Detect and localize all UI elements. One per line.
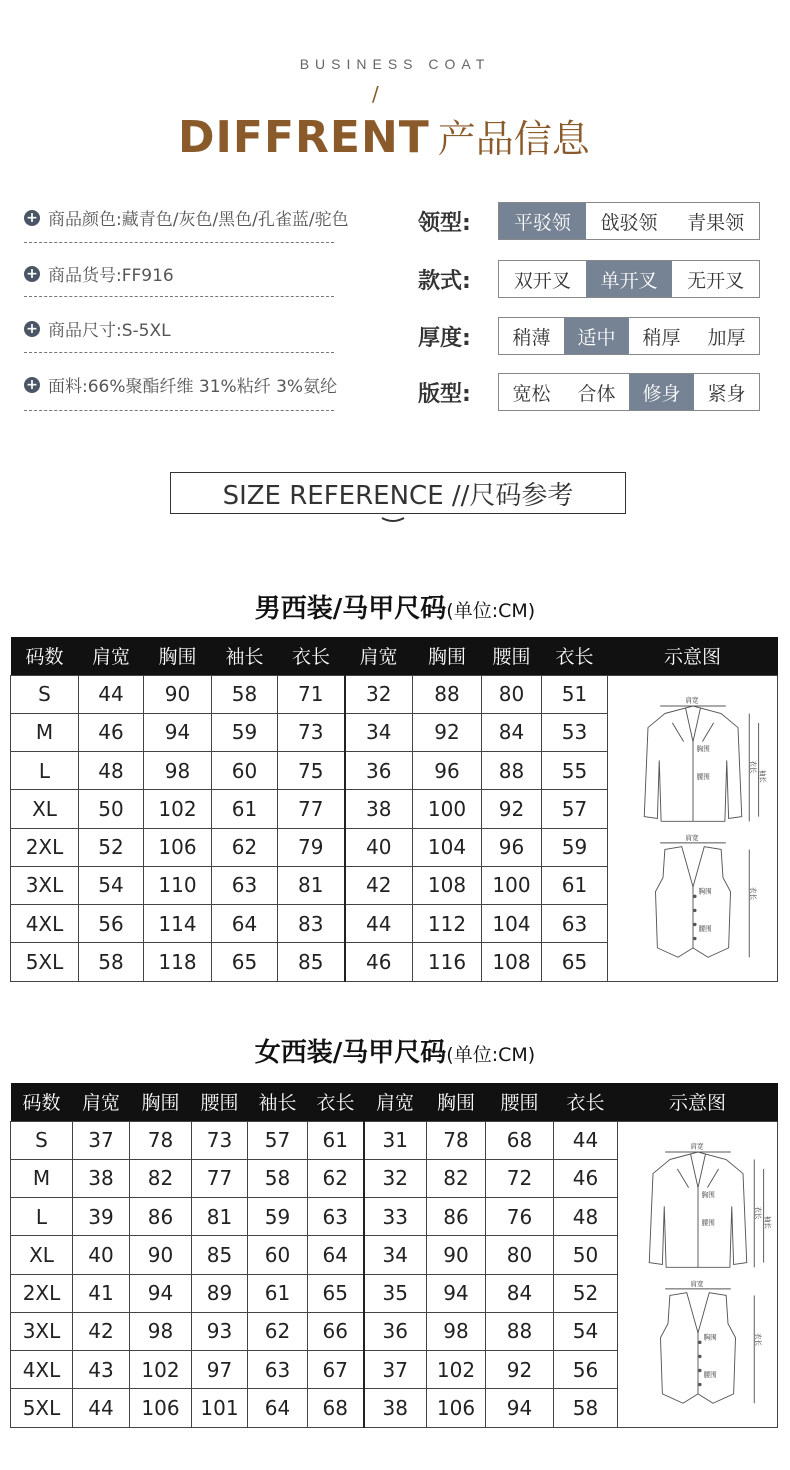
value-cell: 79 bbox=[278, 828, 345, 866]
value-cell: 32 bbox=[364, 1159, 427, 1197]
value-cell: 93 bbox=[192, 1312, 248, 1350]
value-cell: 98 bbox=[427, 1312, 486, 1350]
diagram-label-vest-shoulder: 肩宽 bbox=[685, 833, 699, 842]
value-cell: 61 bbox=[308, 1121, 364, 1159]
attr-fit-options bbox=[498, 373, 760, 411]
divider bbox=[24, 410, 334, 411]
value-cell: 72 bbox=[486, 1159, 554, 1197]
value-cell: 50 bbox=[554, 1236, 618, 1274]
value-cell: 46 bbox=[554, 1159, 618, 1197]
column-header: 腰围 bbox=[482, 637, 542, 675]
value-cell: 58 bbox=[212, 675, 278, 713]
option-thickness-1[interactable]: 稍薄 bbox=[512, 326, 551, 349]
value-cell: 36 bbox=[364, 1312, 427, 1350]
option-thickness-3[interactable]: 稍厚 bbox=[642, 326, 681, 349]
page-title bbox=[178, 108, 590, 163]
value-cell: 57 bbox=[542, 790, 608, 828]
size-cell: S bbox=[11, 1121, 73, 1159]
value-cell: 96 bbox=[482, 828, 542, 866]
value-cell: 88 bbox=[413, 675, 482, 713]
value-cell: 64 bbox=[212, 905, 278, 943]
value-cell: 54 bbox=[79, 866, 144, 904]
value-cell: 42 bbox=[73, 1312, 130, 1350]
value-cell: 44 bbox=[345, 905, 413, 943]
diagram-label-shoulder: 肩宽 bbox=[685, 695, 699, 704]
diagram-label-vest-chest: 胸围 bbox=[703, 1333, 717, 1341]
attr-style bbox=[418, 260, 760, 298]
value-cell: 52 bbox=[554, 1274, 618, 1312]
value-cell: 94 bbox=[130, 1274, 192, 1312]
size-cell: 4XL bbox=[11, 1351, 73, 1389]
option-style-1[interactable]: 双开叉 bbox=[513, 269, 571, 292]
value-cell: 85 bbox=[278, 943, 345, 981]
table-row bbox=[11, 1121, 778, 1159]
value-cell: 58 bbox=[248, 1159, 308, 1197]
value-cell: 63 bbox=[308, 1198, 364, 1236]
value-cell: 53 bbox=[542, 713, 608, 751]
value-cell: 60 bbox=[212, 752, 278, 790]
attr-fit-label: 版型: bbox=[418, 381, 471, 407]
value-cell: 108 bbox=[413, 866, 482, 904]
size-cell: 4XL bbox=[11, 905, 79, 943]
value-cell: 104 bbox=[413, 828, 482, 866]
value-cell: 86 bbox=[427, 1198, 486, 1236]
value-cell: 92 bbox=[486, 1351, 554, 1389]
option-collar-1[interactable]: 平驳领 bbox=[499, 203, 586, 239]
size-cell: 5XL bbox=[11, 1389, 73, 1427]
size-cell: L bbox=[11, 752, 79, 790]
value-cell: 106 bbox=[427, 1389, 486, 1427]
value-cell: 92 bbox=[413, 713, 482, 751]
curve-mark-icon bbox=[380, 512, 406, 528]
header-slash: / bbox=[372, 82, 379, 106]
diagram-label-vest-waist: 腰围 bbox=[698, 924, 712, 933]
value-cell: 94 bbox=[486, 1389, 554, 1427]
diagram-label-chest: 胸围 bbox=[701, 1190, 715, 1199]
option-thickness-2[interactable]: 适中 bbox=[564, 318, 629, 354]
value-cell: 78 bbox=[130, 1121, 192, 1159]
value-cell: 106 bbox=[144, 828, 212, 866]
value-cell: 82 bbox=[427, 1159, 486, 1197]
value-cell: 110 bbox=[144, 866, 212, 904]
diagram-label-vest-length: 衣长 bbox=[748, 886, 757, 900]
diagram-label-length: 衣长 bbox=[748, 759, 757, 773]
attr-collar bbox=[418, 202, 760, 240]
spec-fabric bbox=[24, 372, 338, 397]
column-header: 袖长 bbox=[212, 637, 278, 675]
value-cell: 34 bbox=[345, 713, 413, 751]
column-header: 衣长 bbox=[278, 637, 345, 675]
column-header: 胸围 bbox=[130, 1083, 192, 1121]
value-cell: 51 bbox=[542, 675, 608, 713]
value-cell: 42 bbox=[345, 866, 413, 904]
value-cell: 58 bbox=[79, 943, 144, 981]
value-cell: 112 bbox=[413, 905, 482, 943]
value-cell: 37 bbox=[73, 1121, 130, 1159]
value-cell: 118 bbox=[144, 943, 212, 981]
size-cell: 2XL bbox=[11, 1274, 73, 1312]
value-cell: 38 bbox=[364, 1389, 427, 1427]
women-size-table bbox=[10, 1083, 778, 1428]
diagram-label-chest: 胸围 bbox=[696, 744, 710, 753]
value-cell: 58 bbox=[554, 1389, 618, 1427]
option-fit-4[interactable]: 紧身 bbox=[707, 382, 746, 405]
value-cell: 48 bbox=[79, 752, 144, 790]
value-cell: 43 bbox=[73, 1351, 130, 1389]
value-cell: 65 bbox=[542, 943, 608, 981]
size-cell: 2XL bbox=[11, 828, 79, 866]
value-cell: 40 bbox=[345, 828, 413, 866]
men-title-text: 男西装/马甲尺码 bbox=[254, 594, 447, 624]
column-header: 肩宽 bbox=[364, 1083, 427, 1121]
value-cell: 50 bbox=[79, 790, 144, 828]
value-cell: 106 bbox=[130, 1389, 192, 1427]
value-cell: 104 bbox=[482, 905, 542, 943]
value-cell: 90 bbox=[427, 1236, 486, 1274]
plus-circle-icon: + bbox=[24, 266, 40, 282]
value-cell: 83 bbox=[278, 905, 345, 943]
value-cell: 94 bbox=[427, 1274, 486, 1312]
plus-circle-icon: + bbox=[24, 321, 40, 337]
column-header: 示意图 bbox=[618, 1083, 778, 1121]
diagram-label-sleeve: 袖长 bbox=[758, 769, 766, 783]
value-cell: 37 bbox=[364, 1351, 427, 1389]
option-fit-1[interactable]: 宽松 bbox=[512, 382, 551, 405]
diagram-cell bbox=[608, 675, 778, 981]
value-cell: 34 bbox=[364, 1236, 427, 1274]
value-cell: 36 bbox=[345, 752, 413, 790]
value-cell: 92 bbox=[482, 790, 542, 828]
garment-diagram bbox=[618, 676, 768, 976]
diagram-label-vest-shoulder: 肩宽 bbox=[690, 1279, 704, 1288]
option-thickness-4[interactable]: 加厚 bbox=[707, 326, 746, 349]
value-cell: 101 bbox=[192, 1389, 248, 1427]
spec-sku-text: 商品货号:FF916 bbox=[48, 266, 174, 286]
value-cell: 56 bbox=[79, 905, 144, 943]
column-header: 腰围 bbox=[486, 1083, 554, 1121]
divider bbox=[24, 352, 334, 353]
value-cell: 52 bbox=[79, 828, 144, 866]
value-cell: 61 bbox=[542, 866, 608, 904]
plus-circle-icon: + bbox=[24, 210, 40, 226]
value-cell: 76 bbox=[486, 1198, 554, 1236]
value-cell: 55 bbox=[542, 752, 608, 790]
attr-style-label: 款式: bbox=[418, 268, 471, 294]
size-cell: M bbox=[11, 713, 79, 751]
option-style-3[interactable]: 无开叉 bbox=[687, 269, 745, 292]
option-collar-2[interactable]: 戗驳领 bbox=[600, 211, 658, 234]
value-cell: 67 bbox=[308, 1351, 364, 1389]
size-cell: XL bbox=[11, 790, 79, 828]
value-cell: 71 bbox=[278, 675, 345, 713]
value-cell: 44 bbox=[79, 675, 144, 713]
value-cell: 77 bbox=[192, 1159, 248, 1197]
value-cell: 46 bbox=[345, 943, 413, 981]
value-cell: 38 bbox=[73, 1159, 130, 1197]
column-header: 衣长 bbox=[542, 637, 608, 675]
attr-fit bbox=[418, 373, 760, 411]
column-header: 胸围 bbox=[144, 637, 212, 675]
column-header: 胸围 bbox=[427, 1083, 486, 1121]
option-fit-3[interactable]: 修身 bbox=[629, 374, 694, 410]
value-cell: 63 bbox=[542, 905, 608, 943]
value-cell: 88 bbox=[482, 752, 542, 790]
diagram-label-vest-chest: 胸围 bbox=[698, 887, 712, 895]
header-subtitle: BUSINESS COAT bbox=[299, 56, 491, 72]
size-cell: 3XL bbox=[11, 866, 79, 904]
value-cell: 64 bbox=[308, 1236, 364, 1274]
value-cell: 82 bbox=[130, 1159, 192, 1197]
divider bbox=[24, 242, 334, 243]
column-header: 腰围 bbox=[192, 1083, 248, 1121]
value-cell: 63 bbox=[248, 1351, 308, 1389]
value-cell: 86 bbox=[130, 1198, 192, 1236]
value-cell: 81 bbox=[278, 866, 345, 904]
value-cell: 84 bbox=[486, 1274, 554, 1312]
value-cell: 81 bbox=[192, 1198, 248, 1236]
size-cell: 3XL bbox=[11, 1312, 73, 1350]
size-cell: S bbox=[11, 675, 79, 713]
value-cell: 31 bbox=[364, 1121, 427, 1159]
value-cell: 98 bbox=[130, 1312, 192, 1350]
women-table-title bbox=[0, 1032, 790, 1069]
attr-thickness bbox=[418, 317, 760, 355]
diagram-label-shoulder: 肩宽 bbox=[690, 1141, 704, 1150]
value-cell: 33 bbox=[364, 1198, 427, 1236]
size-reference-heading: SIZE REFERENCE //尺码参考 bbox=[170, 472, 626, 514]
value-cell: 73 bbox=[278, 713, 345, 751]
column-header: 袖长 bbox=[248, 1083, 308, 1121]
value-cell: 63 bbox=[212, 866, 278, 904]
option-collar-3[interactable]: 青果领 bbox=[687, 211, 745, 234]
column-header: 衣长 bbox=[554, 1083, 618, 1121]
value-cell: 94 bbox=[144, 713, 212, 751]
value-cell: 66 bbox=[308, 1312, 364, 1350]
value-cell: 80 bbox=[486, 1236, 554, 1274]
value-cell: 65 bbox=[212, 943, 278, 981]
value-cell: 41 bbox=[73, 1274, 130, 1312]
women-unit-text: (单位:CM) bbox=[446, 1044, 536, 1066]
value-cell: 46 bbox=[79, 713, 144, 751]
value-cell: 84 bbox=[482, 713, 542, 751]
column-header: 码数 bbox=[11, 637, 79, 675]
value-cell: 62 bbox=[308, 1159, 364, 1197]
value-cell: 32 bbox=[345, 675, 413, 713]
value-cell: 59 bbox=[542, 828, 608, 866]
value-cell: 44 bbox=[73, 1389, 130, 1427]
value-cell: 102 bbox=[130, 1351, 192, 1389]
value-cell: 40 bbox=[73, 1236, 130, 1274]
column-header: 码数 bbox=[11, 1083, 73, 1121]
value-cell: 48 bbox=[554, 1198, 618, 1236]
value-cell: 114 bbox=[144, 905, 212, 943]
size-cell: XL bbox=[11, 1236, 73, 1274]
column-header: 肩宽 bbox=[73, 1083, 130, 1121]
spec-fabric-text: 面料:66%聚酯纤维 31%粘纤 3%氨纶 bbox=[48, 377, 338, 397]
spec-size bbox=[24, 316, 334, 341]
diagram-label-vest-waist: 腰围 bbox=[703, 1370, 717, 1379]
spec-size-text: 商品尺寸:S-5XL bbox=[48, 321, 171, 341]
value-cell: 80 bbox=[482, 675, 542, 713]
attr-thickness-label: 厚度: bbox=[418, 325, 471, 351]
diagram-label-sleeve: 袖长 bbox=[763, 1215, 771, 1229]
value-cell: 100 bbox=[482, 866, 542, 904]
value-cell: 96 bbox=[413, 752, 482, 790]
value-cell: 88 bbox=[486, 1312, 554, 1350]
women-title-text: 女西装/马甲尺码 bbox=[254, 1038, 447, 1068]
men-unit-text: (单位:CM) bbox=[446, 600, 536, 622]
value-cell: 116 bbox=[413, 943, 482, 981]
diagram-cell bbox=[618, 1121, 778, 1427]
value-cell: 39 bbox=[73, 1198, 130, 1236]
diagram-label-vest-length: 衣长 bbox=[753, 1332, 762, 1346]
value-cell: 54 bbox=[554, 1312, 618, 1350]
size-cell: L bbox=[11, 1198, 73, 1236]
title-cn: 产品信息 bbox=[437, 117, 590, 161]
value-cell: 73 bbox=[192, 1121, 248, 1159]
value-cell: 90 bbox=[144, 675, 212, 713]
attr-style-options bbox=[498, 260, 760, 298]
value-cell: 35 bbox=[364, 1274, 427, 1312]
value-cell: 89 bbox=[192, 1274, 248, 1312]
column-header: 示意图 bbox=[608, 637, 778, 675]
value-cell: 44 bbox=[554, 1121, 618, 1159]
value-cell: 59 bbox=[212, 713, 278, 751]
value-cell: 78 bbox=[427, 1121, 486, 1159]
value-cell: 108 bbox=[482, 943, 542, 981]
spec-color bbox=[24, 205, 349, 230]
title-en: DIFFRENT bbox=[178, 112, 430, 163]
diagram-label-length: 衣长 bbox=[753, 1205, 762, 1219]
men-table-title bbox=[0, 588, 790, 625]
men-size-table bbox=[10, 637, 778, 982]
value-cell: 62 bbox=[248, 1312, 308, 1350]
value-cell: 59 bbox=[248, 1198, 308, 1236]
attr-collar-options bbox=[498, 202, 760, 240]
column-header: 衣长 bbox=[308, 1083, 364, 1121]
column-header: 肩宽 bbox=[345, 637, 413, 675]
value-cell: 97 bbox=[192, 1351, 248, 1389]
divider bbox=[24, 296, 334, 297]
value-cell: 68 bbox=[486, 1121, 554, 1159]
size-cell: M bbox=[11, 1159, 73, 1197]
column-header: 肩宽 bbox=[79, 637, 144, 675]
value-cell: 100 bbox=[413, 790, 482, 828]
diagram-label-waist: 腰围 bbox=[696, 772, 710, 781]
option-style-2[interactable]: 单开叉 bbox=[586, 261, 673, 297]
value-cell: 61 bbox=[248, 1274, 308, 1312]
value-cell: 64 bbox=[248, 1389, 308, 1427]
spec-color-text: 商品颜色:藏青色/灰色/黑色/孔雀蓝/驼色 bbox=[48, 210, 349, 230]
value-cell: 102 bbox=[427, 1351, 486, 1389]
value-cell: 56 bbox=[554, 1351, 618, 1389]
value-cell: 38 bbox=[345, 790, 413, 828]
garment-diagram bbox=[623, 1122, 773, 1422]
attr-collar-label: 领型: bbox=[418, 210, 471, 236]
plus-circle-icon: + bbox=[24, 377, 40, 393]
table-row bbox=[11, 675, 778, 713]
column-header: 胸围 bbox=[413, 637, 482, 675]
value-cell: 62 bbox=[212, 828, 278, 866]
value-cell: 75 bbox=[278, 752, 345, 790]
value-cell: 68 bbox=[308, 1389, 364, 1427]
size-cell: 5XL bbox=[11, 943, 79, 981]
value-cell: 65 bbox=[308, 1274, 364, 1312]
value-cell: 61 bbox=[212, 790, 278, 828]
value-cell: 85 bbox=[192, 1236, 248, 1274]
value-cell: 60 bbox=[248, 1236, 308, 1274]
value-cell: 77 bbox=[278, 790, 345, 828]
value-cell: 102 bbox=[144, 790, 212, 828]
value-cell: 98 bbox=[144, 752, 212, 790]
option-fit-2[interactable]: 合体 bbox=[577, 382, 616, 405]
value-cell: 90 bbox=[130, 1236, 192, 1274]
value-cell: 57 bbox=[248, 1121, 308, 1159]
attr-thickness-options bbox=[498, 317, 760, 355]
spec-sku bbox=[24, 261, 334, 286]
diagram-label-waist: 腰围 bbox=[701, 1218, 715, 1227]
